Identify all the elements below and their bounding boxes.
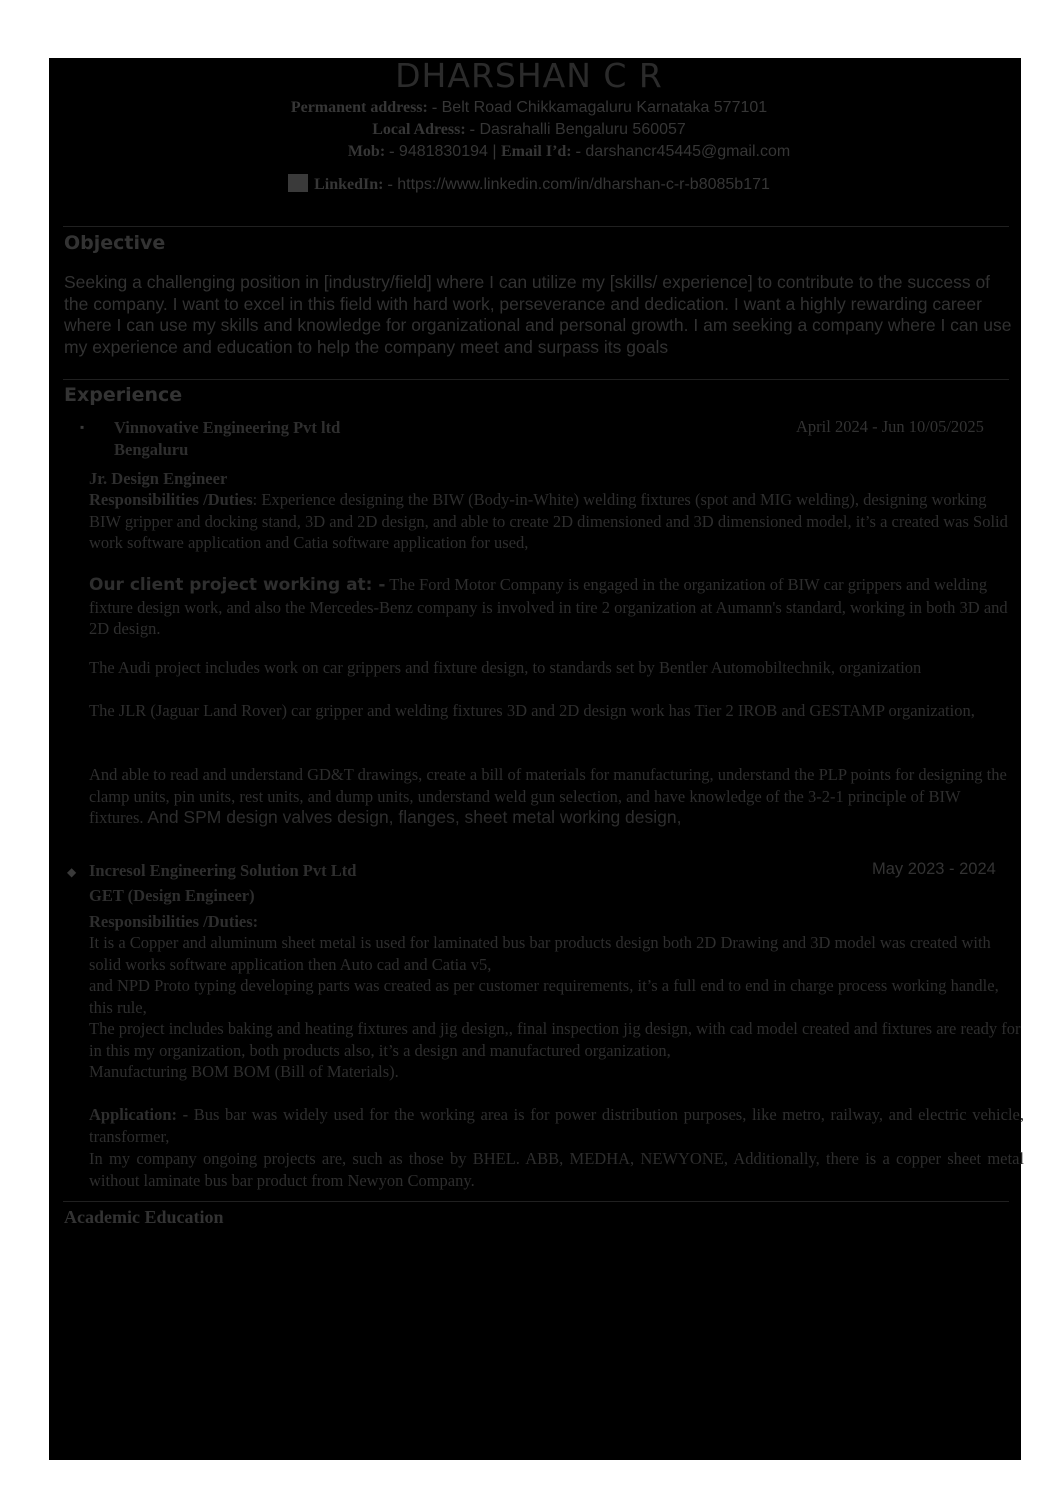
experience-heading: Experience xyxy=(64,384,183,406)
linkedin-label: LinkedIn: - xyxy=(314,176,393,193)
section-divider xyxy=(63,226,1009,227)
job2-company: Incresol Engineering Solution Pvt Ltd xyxy=(89,861,357,880)
job2-resp-line: and NPD Proto typing developing parts was created as per customer requirements, it’s a full end to end in charge process working handle, this rule, xyxy=(89,976,999,1017)
permanent-address-value: Belt Road Chikkamagaluru Karnataka 577101 xyxy=(437,99,768,116)
mobile-value: 9481830194 | xyxy=(394,143,501,160)
job2-application xyxy=(89,1104,1024,1147)
local-address-value: Dasrahalli Bengaluru 560057 xyxy=(475,121,686,138)
section-divider xyxy=(63,1201,1009,1202)
linkedin-url[interactable]: https://www.linkedin.com/in/dharshan-c-r-b8085b171 xyxy=(392,176,770,193)
job1-company: Vinnovative Engineering Pvt ltd xyxy=(114,418,341,437)
job2-resp-line: It is a Copper and aluminum sheet metal is used for laminated bus bar products design both 2D Drawing and 3D model was created with solid works software application then Auto cad and Catia v5, xyxy=(89,933,991,974)
job1-client-projects xyxy=(89,574,1014,640)
linkedin-icon xyxy=(288,174,308,192)
linkedin-line xyxy=(0,174,1058,194)
job2-resp-label: Responsibilities /Duties: xyxy=(89,912,259,931)
resume-name: DHARSHAN C R xyxy=(395,56,663,95)
job2-resp-line: The project includes baking and heating fixtures and jig design,, final inspection jig design, with cad model created and fixtures are ready for in this my organization, both products also, it’s a design and manufactured organization, xyxy=(89,1019,1021,1060)
job2-responsibilities xyxy=(89,932,1024,1083)
objective-heading: Objective xyxy=(64,232,166,254)
job2-app-label: Application: - xyxy=(89,1105,189,1124)
job1-gdt-body: And able to read and understand GD&T drawings, create a bill of materials for manufacturing, understand the PLP points for designing the clamp units, pin units, rest units, and dump units, understand weld gun selection, and have knowledge of the 3-2-1 principle of BIW fixtures. xyxy=(89,765,1007,827)
job1-responsibilities xyxy=(89,489,1014,554)
job1-client-text: The Ford Motor Company is engaged in the organization of BIW car grippers and welding fixture design work, and also the Mercedes-Benz company is involved in tire 2 organization at Aumann's standard, working in both 3D and 2D design. xyxy=(89,575,1008,638)
job1-spm-text: And SPM design valves design, flanges, sheet metal working design, xyxy=(143,807,682,827)
objective-text: Seeking a challenging position in [industry/field] where I can utilize my [skills/ experience] to contribute to the success of the company. I want to excel in this field with hard work, perseverance and dedication. I want a highly rewarding career where I can use my skills and knowledge for organizational and personal growth. I am seeking a company where I can use my experience and education to help the company meet and surpass its goals xyxy=(64,272,1012,357)
bullet-icon: ▪ xyxy=(80,420,85,434)
job1-location: Bengaluru xyxy=(114,440,189,459)
email-value[interactable]: darshancr45445@gmail.com xyxy=(580,143,791,160)
local-address-label: Local Adress: - xyxy=(372,121,475,138)
job1-audi-text: The Audi project includes work on car grippers and fixture design, to standards set by Bentler Automobiltechnik, organization xyxy=(89,658,922,677)
email-label: Email I’d: - xyxy=(500,143,581,160)
job2-ongoing-projects: In my company ongoing projects are, such as those by BHEL. ABB, MEDHA, NEWYONE, Additionally, there is a copper sheet metal without laminate bus bar product from Newyon Company. xyxy=(89,1149,1024,1190)
resume-page-background xyxy=(49,58,1021,1460)
job1-client-label: Our client project working at: - xyxy=(89,575,386,595)
permanent-address-label: Permanent address: - xyxy=(290,99,438,116)
job2-role: GET (Design Engineer) xyxy=(89,886,255,905)
job2-resp-line: Manufacturing BOM BOM (Bill of Materials). xyxy=(89,1062,399,1081)
bullet-icon: ◆ xyxy=(67,865,77,879)
job2-app-text: Bus bar was widely used for the working area is for power distribution purposes, like metro, railway, and electric vehicle, transformer, xyxy=(89,1105,1024,1146)
job2-dates: May 2023 - 2024 xyxy=(872,860,996,878)
permanent-address-line xyxy=(0,99,1058,117)
job1-resp-label: Responsibilities /Duties xyxy=(89,490,253,509)
contact-line xyxy=(40,143,1058,161)
local-address-line xyxy=(0,121,1058,139)
job1-role: Jr. Design Engineer xyxy=(89,469,228,488)
job1-gdt-text xyxy=(89,764,1009,829)
job1-dates: April 2024 - Jun 10/05/2025 xyxy=(796,417,984,436)
education-heading: Academic Education xyxy=(64,1207,224,1227)
mobile-label: Mob: - xyxy=(347,143,395,160)
job1-jlr-text: The JLR (Jaguar Land Rover) car gripper and welding fixtures 3D and 2D design work has Tier 2 IROB and GESTAMP organization, xyxy=(89,701,975,720)
section-divider xyxy=(63,379,1009,380)
job1-resp-text: : Experience designing the BIW (Body-in-White) welding fixtures (spot and MIG welding), designing working BIW gripper and docking stand, 3D and 2D design, and able to create 2D dimensioned and 3D dimensioned model, it’s a created was Solid work software application and Catia software application for used, xyxy=(89,490,1008,552)
